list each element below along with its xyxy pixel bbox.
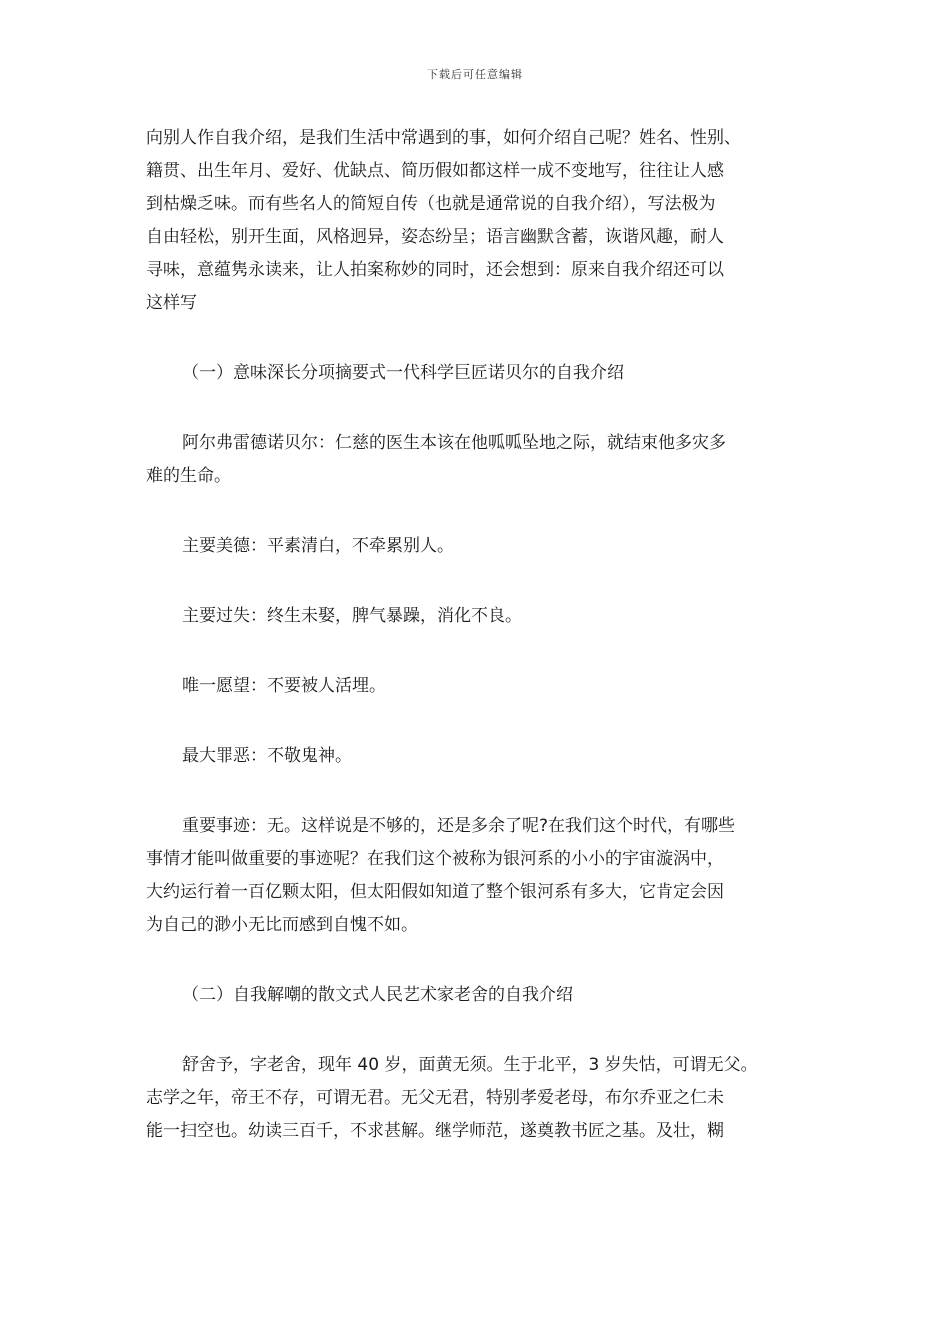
text-line: （二）自我解嘲的散文式人民艺术家老舍的自我介绍 bbox=[182, 985, 573, 1005]
nobel-intro-paragraph bbox=[146, 427, 812, 493]
text-line: 籍贯、出生年月、爱好、优缺点、简历假如都这样一成不变地写，往往让人感 bbox=[146, 161, 724, 181]
text-line: 最大罪恶：不敬鬼神。 bbox=[182, 746, 352, 766]
text-line: 为自己的渺小无比而感到自愧不如。 bbox=[146, 915, 418, 935]
fault-paragraph bbox=[146, 600, 812, 633]
virtue-paragraph bbox=[146, 530, 812, 563]
text-line: 寻味，意蕴隽永读来，让人拍案称妙的同时，还会想到：原来自我介绍还可以 bbox=[146, 260, 724, 280]
text-line: 主要美德：平素清白，不牵累别人。 bbox=[182, 536, 454, 556]
sin-paragraph bbox=[146, 740, 812, 773]
document-body bbox=[146, 122, 812, 1185]
text-line: 自由轻松，别开生面，风格迥异，姿态纷呈；语言幽默含蓄，诙谐风趣，耐人 bbox=[146, 227, 724, 247]
text-line: 难的生命。 bbox=[146, 466, 231, 486]
text-line: 事情才能叫做重要的事迹呢？在我们这个被称为银河系的小小的宇宙漩涡中， bbox=[146, 849, 724, 869]
text-line: 这样写 bbox=[146, 293, 197, 313]
wish-paragraph bbox=[146, 670, 812, 703]
text-line: 阿尔弗雷德诺贝尔：仁慈的医生本该在他呱呱坠地之际，就结束他多灾多 bbox=[182, 433, 726, 453]
text-line: 向别人作自我介绍，是我们生活中常遇到的事，如何介绍自己呢？姓名、性别、 bbox=[146, 128, 741, 148]
text-line: 能一扫空也。幼读三百千，不求甚解。继学师范，遂奠教书匠之基。及壮，糊 bbox=[146, 1121, 724, 1141]
deeds-paragraph bbox=[146, 810, 812, 942]
text-line: 唯一愿望：不要被人活埋。 bbox=[182, 676, 386, 696]
text-line: 重要事迹：无。这样说是不够的，还是多余了呢?在我们这个时代，有哪些 bbox=[182, 816, 736, 836]
text-line: 主要过失：终生未娶，脾气暴躁，消化不良。 bbox=[182, 606, 522, 626]
page-header: 下载后可任意编辑 bbox=[427, 68, 523, 81]
text-line: 到枯燥乏味。而有些名人的简短自传（也就是通常说的自我介绍），写法极为 bbox=[146, 194, 716, 214]
intro-paragraph bbox=[146, 122, 812, 320]
section-heading-1 bbox=[146, 357, 812, 390]
text-line: （一）意味深长分项摘要式一代科学巨匠诺贝尔的自我介绍 bbox=[182, 363, 624, 383]
laoshe-paragraph bbox=[146, 1049, 812, 1148]
text-line: 志学之年，帝王不存，可谓无君。无父无君，特别孝爱老母，布尔乔亚之仁未 bbox=[146, 1088, 724, 1108]
section-heading-2 bbox=[146, 979, 812, 1012]
text-line: 大约运行着一百亿颗太阳，但太阳假如知道了整个银河系有多大，它肯定会因 bbox=[146, 882, 724, 902]
text-line: 舒舍予，字老舍，现年 40 岁，面黄无须。生于北平，3 岁失怙，可谓无父。 bbox=[182, 1055, 758, 1075]
